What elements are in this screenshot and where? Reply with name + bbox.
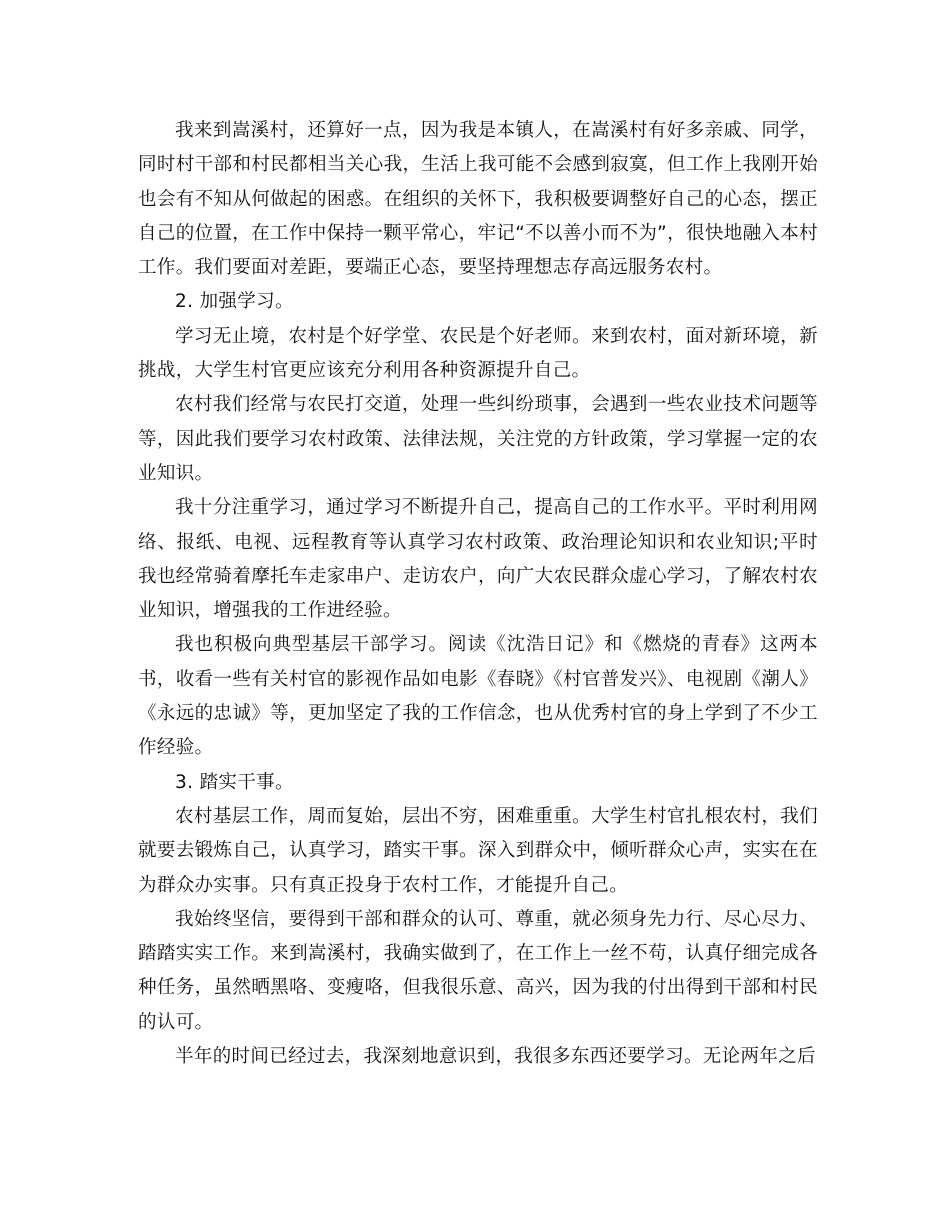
section-heading: 2. 加强学习。 <box>175 291 294 313</box>
paragraph: 半年的时间已经过去，我深刻地意识到，我很多东西还要学习。无论两年之后 <box>175 1046 816 1068</box>
paragraph: 我始终坚信，要得到干部和群众的认可、尊重，就必须身先力行、尽心尽力、踏踏实实工作。来到嵩溪村，我确实做到了，在工作上一丝不苟，认真仔细完成各种任务，虽然晒黑咯、变瘦咯，但我很乐意、高兴，因为我的付出得到干部和村民的认可。 <box>138 908 818 1033</box>
paragraph: 农村基层工作，周而复始，层出不穷，困难重重。大学生村官扎根农村，我们就要去锻炼自己，认真学习，踏实干事。深入到群众中，倾听群众心声，实实在在为群众办实事。只有真正投身于农村工作，才能提升自己。 <box>138 805 818 896</box>
paragraph: 我也积极向典型基层干部学习。阅读《沈浩日记》和《燃烧的青春》这两本书，收看一些有关村官的影视作品如电影《春晓》《村官普发兴》、电视剧《潮人》《永远的忠诚》等，更加坚定了我的工作信念，也从优秀村官的身上学到了不少工作经验。 <box>138 634 818 759</box>
paragraph: 我来到嵩溪村，还算好一点，因为我是本镇人，在嵩溪村有好多亲戚、同学，同时村干部和村民都相当关心我，生活上我可能不会感到寂寞，但工作上我刚开始也会有不知从何做起的困惑。在组织的关怀下，我积极要调整好自己的心态，摆正自己的位置，在工作中保持一颗平常心，牢记“不以善小而不为”，很快地融入本村工作。我们要面对差距，要端正心态，要坚持理想志存高远服务农村。 <box>138 120 818 279</box>
paragraph: 我十分注重学习，通过学习不断提升自己，提高自己的工作水平。平时利用网络、报纸、电视、远程教育等认真学习农村政策、政治理论知识和农业知识;平时我也经常骑着摩托车走家串户、走访农户，向广大农民群众虚心学习，了解农村农业知识，增强我的工作进经验。 <box>138 497 818 622</box>
paragraph: 农村我们经常与农民打交道，处理一些纠纷琐事，会遇到一些农业技术问题等等，因此我们要学习农村政策、法律法规，关注党的方针政策，学习掌握一定的农业知识。 <box>138 394 818 484</box>
document-body <box>138 114 818 1074</box>
paragraph: 学习无止境，农村是个好学堂、农民是个好老师。来到农村，面对新环境，新挑战，大学生村官更应该充分利用各种资源提升自己。 <box>138 325 818 382</box>
section-heading: 3. 踏实干事。 <box>175 771 294 793</box>
